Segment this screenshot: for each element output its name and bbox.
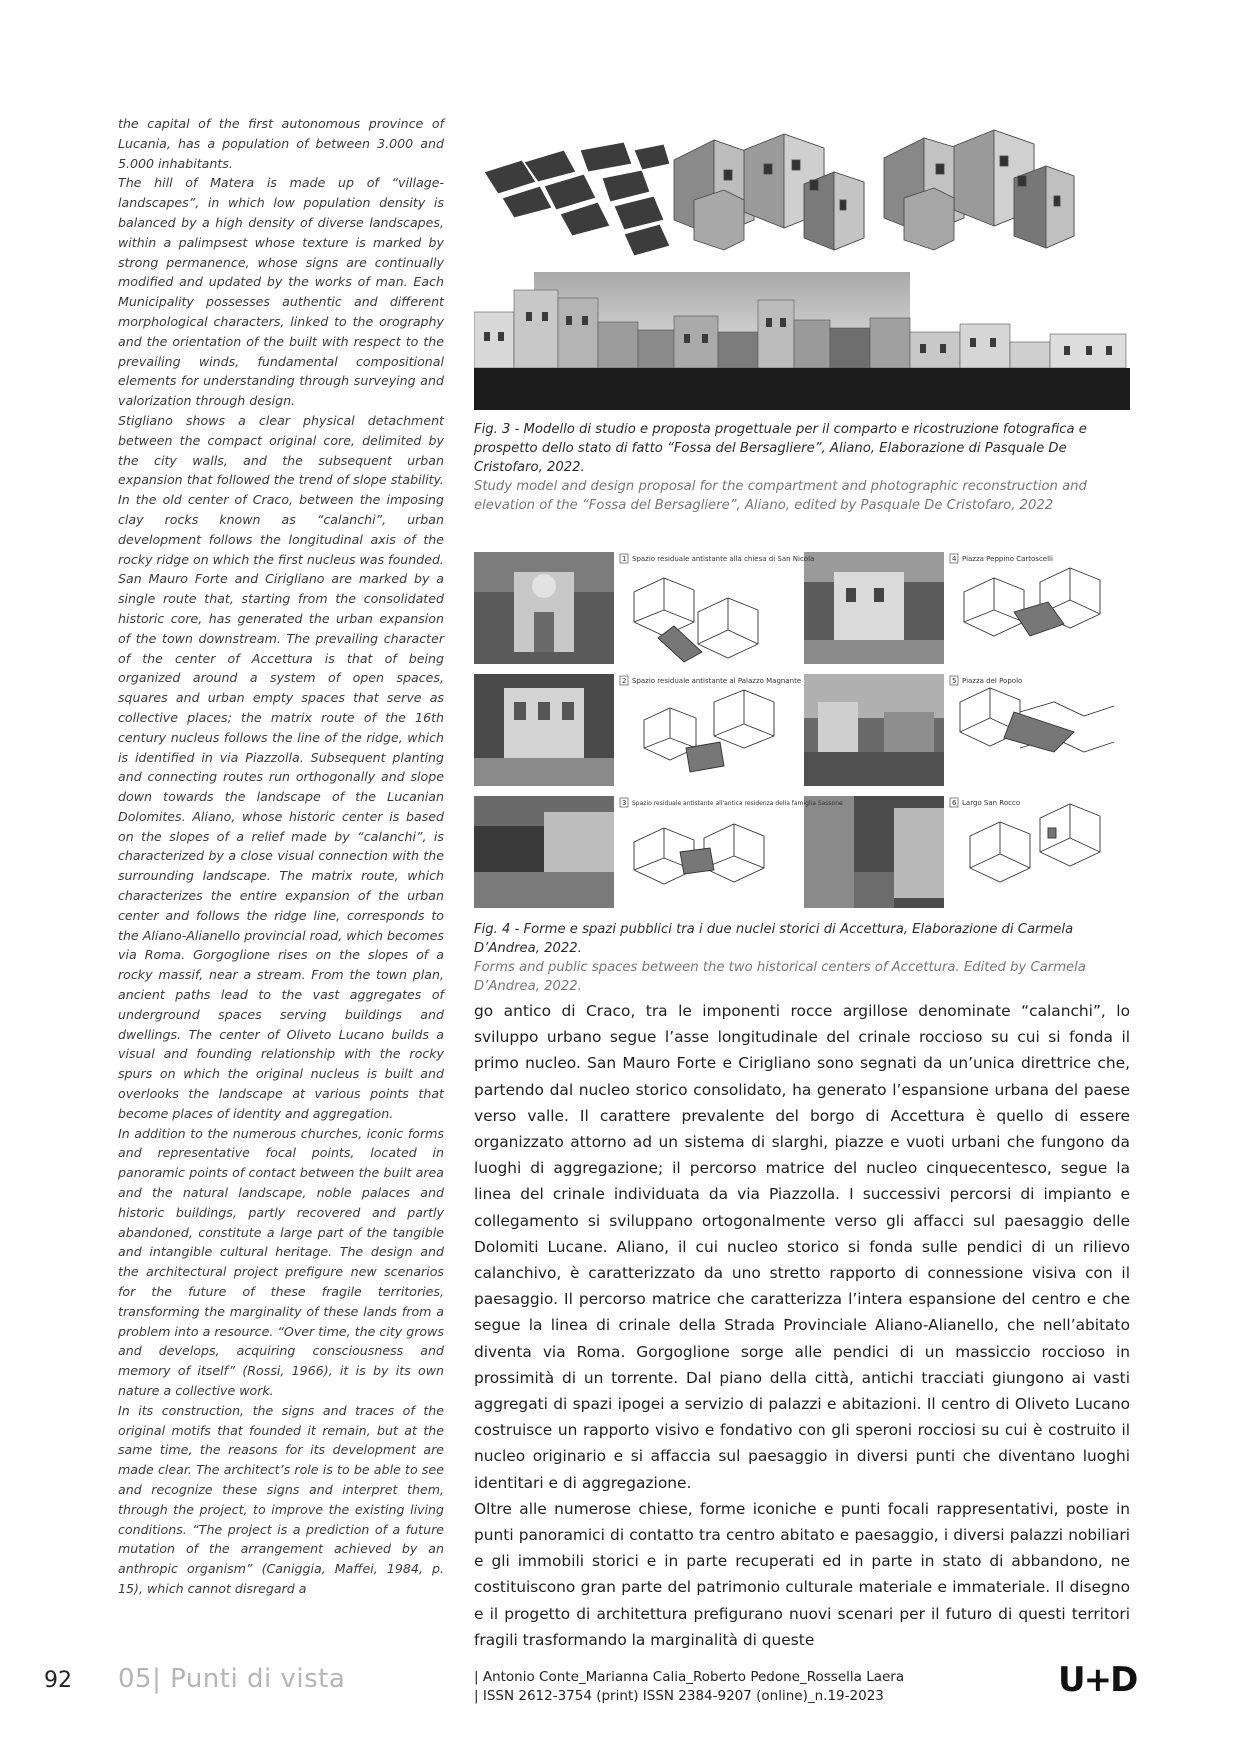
left-paragraph: Stigliano shows a clear physical detachment between the compact original core, delimited by the city walls, and the subsequent urban expansion that followed the trend of slope stability. In the old center of Craco, between the imposing clay rocks known as “calanchi”, urban development follows the longitudinal axis of the rocky ridge on which the first nucleus was founded. San Mauro Forte and Cirigliano are marked by a single route that, starting from the consolidated historic core, has generated the urban expansion of the town downstream. The prevailing character of the center of Accettura is that of being organized around a system of open spaces, squares and urban empty spaces that serve as collective places; the matrix route of the 16th century nucleus follows the line of the ridge, which is identified in via Piazzolla. Subsequent planting and connecting routes run orthogonally and slope down towards the landscape of the Lucanian Dolomites. Aliano, whose historic center is based on the slopes of a relief made by “calanchi”, is characterized by a close visual connection with the surrounding landscape. The matrix route, which characterizes the entire expansion of the urban center and follows the ridge line, corresponds to the Aliano-Alianello provincial road, which becomes via Roma. Gorgoglione rises on the slopes of a rocky massif, near a stream. From the town plan, ancient paths lead to the vast aggregates of underground spaces serving buildings and dwellings. The center of Oliveto Lucano builds a visual and founding relationship with the rocky spurs on which the original nucleus is built and overlooks the landscape at various points that become places of identity and aggregation. [118,412,444,1121]
figure3-models-illustration [474,120,1130,260]
figure3-models [474,120,1130,260]
photo-san-nicola [474,552,614,664]
left-paragraph: the capital of the first autonomous province of Lucania, has a population of between 3.000 and 5.000 inhabitants. [118,116,444,171]
photo-residenza-sassone [474,796,614,908]
panel-3-title: Spazio residuale antistante all'antica residenza della famiglia Sassone [632,800,843,807]
footer-authors: | Antonio Conte_Marianna Calia_Roberto Pedone_Rossella Laera [474,1669,905,1685]
photo-peppino-cartoscelli [804,552,944,664]
photo-piazza-del-popolo [804,674,944,786]
panel-5-title: Piazza del Popolo [962,677,1023,685]
figure4-caption-english: Forms and public spaces between the two historical centers of Accettura. Edited by Carmela D’Andrea, 2022. [474,960,1086,994]
panel-5-number: 5 [952,677,957,685]
figure3-elevation [474,272,1130,410]
figure3-caption-italian: Fig. 3 - Modello di studio e proposta progettuale per il comparto e ricostruzione fotografica e prospetto dello stato di fatto “Fossa del Bersagliere”, Aliano, Elaborazione di Pasquale De Cristofaro, 2022. [474,422,1087,475]
panel-6-number: 6 [952,799,957,807]
page-number: 92 [44,1668,72,1693]
figure4-caption-italian: Fig. 4 - Forme e spazi pubblici tra i due nuclei storici di Accettura, Elaborazione di Carmela D’Andrea, 2022. [474,922,1074,956]
left-paragraph: In its construction, the signs and traces of the original motifs that founded it remain, but at the same time, the reasons for its development are made clear. The architect’s role is to be able to see and recognize these signs and interpret them, through the project, to improve the existing living conditions. “The project is a prediction of a future mutation of the arrangement achieved by an anthropic organism” (Caniggia, Maffei, 1984, p. 15), which cannot disregard a [118,1402,444,1596]
figure3-caption [474,420,1130,515]
footer-issn: | ISSN 2612-3754 (print) ISSN 2384-9207 (online)_n.19-2023 [474,1688,884,1704]
panel-3-number: 3 [622,799,627,807]
journal-logo: U+D [1058,1660,1137,1700]
panel-4-title: Piazza Peppino Cartoscelli [962,555,1053,563]
panel-4-number: 4 [952,555,957,563]
panel-1-number: 1 [622,555,627,563]
figure4-illustration [474,552,1130,910]
photo-palazzo-magnante [474,674,614,786]
panel-1-title: Spazio residuale antistante alla chiesa di San Nicola [632,555,815,563]
panel-6-title: Largo San Rocco [962,799,1021,807]
figure4-caption [474,920,1130,996]
section-title: 05| Punti di vista [118,1664,346,1694]
panel-2-number: 2 [622,677,627,685]
panel-2-title: Spazio residuale antistante al Palazzo Magnante [632,677,802,685]
left-column-text [118,114,444,1599]
main-paragraph: Oltre alle numerose chiese, forme iconiche e punti focali rappresentativi, poste in punti panoramici di contatto tra centro abitato e paesaggio, i diversi palazzi nobiliari e gli immobili storici e in parte recuperati ed in parte in stato di abbandono, ne costituiscono gran parte del patrimonio culturale materiale e immateriale. Il disegno e il progetto di architettura prefigurano nuovi scenari per il futuro di questi territori fragili trasformando la marginalità di queste [474,1499,1130,1649]
figure3-caption-english: Study model and design proposal for the compartment and photographic reconstruction and elevation of the “Fossa del Bersagliere”, Aliano, edited by Pasquale De Cristofaro, 2022 [474,479,1087,513]
photo-largo-san-rocco [804,796,944,908]
footer-credits [474,1668,904,1706]
main-paragraph: go antico di Craco, tra le imponenti rocce argillose denominate “calanchi”, lo sviluppo urbano segue l’asse longitudinale del crinale roccioso su cui si fonda il primo nucleo. San Mauro Forte e Cirigliano sono segnati da un’unica direttrice che, partendo dal nucleo storico consolidato, ha generato l’espansione urbana del paese verso valle. Il carattere prevalente del borgo di Accettura è quello di essere organizzato attorno ad un sistema di slarghi, piazze e vuoti urbani che fungono da luoghi di aggregazione; il percorso matrice del nucleo cinquecentesco, segue la linea del crinale individuata da via Piazzolla. I successivi percorsi di impianto e collegamento si sviluppano ortogonalmente verso gli affacci sul paesaggio delle Dolomiti Lucane. Aliano, il cui nucleo storico si fonda sulle pendici di un rilievo calanchivo, è caratterizzato da uno stretto rapporto di connessione visiva con il paesaggio. Il percorso matrice che caratterizza l’intera espansione del centro e che segue la linea di crinale della Strada Provinciale Aliano-Alianello, che nell’abitato diventa via Roma. Gorgoglione sorge alle pendici di un massiccio roccioso in prossimità di un torrente. Dal piano della città, antichi tracciati giungono ai vasti aggregati di spazi ipogei a servizio di palazzi e abitazioni. Il centro di Oliveto Lucano costruisce un rapporto visivo e fondativo con gli speroni rocciosi su cui è costruito il nucleo originario e si affaccia sul paesaggio in diversi punti che diventano luoghi identitari e di aggregazione. [474,1002,1130,1492]
left-paragraph: In addition to the numerous churches, iconic forms and representative focal points, located in panoramic points of contact between the built area and the natural landscape, noble palaces and historic buildings, partly recovered and partly abandoned, constitute a large part of the tangible and intangible cultural heritage. The design and the architectural project prefigure new scenarios for the future of these fragile territories, transforming the marginality of these lands from a problem into a resource. “Over time, the city grows and develops, acquiring consciousness and memory of itself” (Rossi, 1966), it is by its own nature a collective work. [118,1125,444,1398]
main-text-italian [474,998,1130,1653]
figure3-elevation-illustration [474,272,1130,410]
figure4-panels [474,552,1130,910]
left-paragraph: The hill of Matera is made up of “village-landscapes”, in which low population density is balanced by a high density of diverse landscapes, within a palimpsest whose texture is marked by strong permanence, whose signs are continually modified and updated by the works of man. Each Municipality possesses authentic and different morphological characters, linked to the orography and the orientation of the built with respect to the prevailing winds, fundamental compositional elements for understanding through surveying and valorization through design. [118,175,444,409]
